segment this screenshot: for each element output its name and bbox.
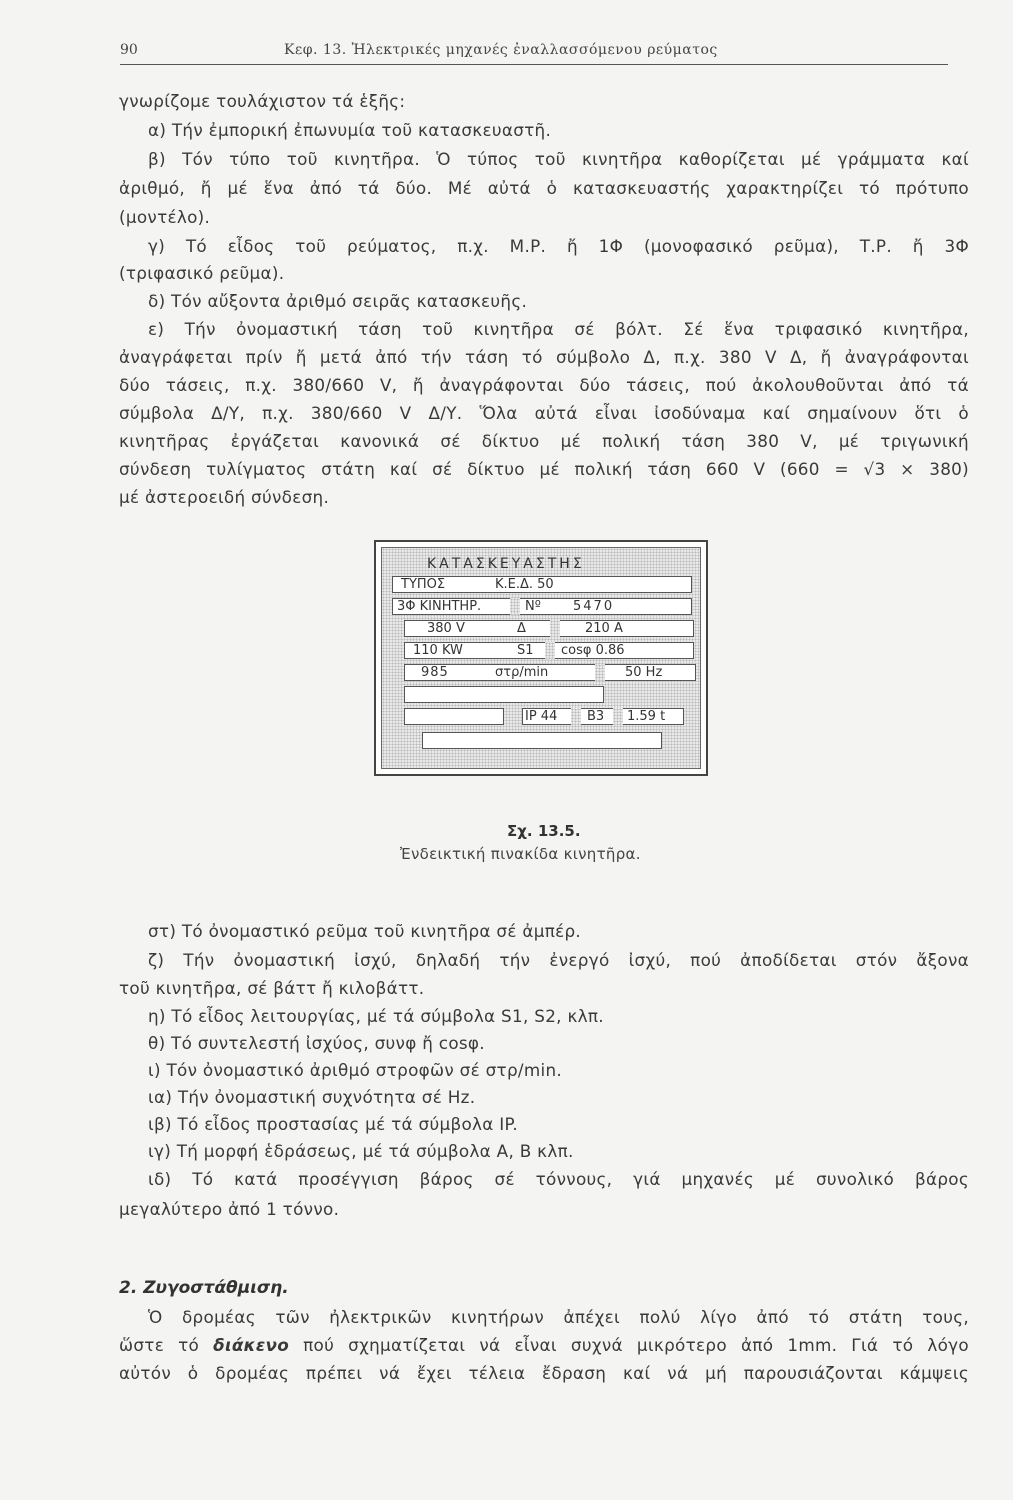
plate-cosphi: cosφ 0.86 [561,643,625,658]
list-item: ιβ) Τό εἶδος προστασίας μέ τά σύμβολα IP. [148,1114,518,1134]
plate-type-value: Κ.Ε.Δ. 50 [495,577,554,592]
plate-row-blank-left [404,708,504,725]
plate-row-protection [522,708,684,725]
list-item: η) Τό εἶδος λειτουργίας, μέ τά σύμβολα S1, S2, κλπ. [148,1006,604,1026]
list-item: ια) Τήν ὀνομαστική συχνότητα σέ Hz. [148,1087,476,1107]
plate-row-manufacturer [396,556,666,573]
section-heading: 2. Ζυγοστάθμιση. [119,1278,289,1298]
plate-mounting: B3 [587,709,605,724]
paragraph-line: σύμβολα Δ/Υ, π.χ. 380/660 V Δ/Υ. Ὅλα αὐτά εἶναι ἰσοδύναμα καί σημαίνουν ὅτι ὁ [119,403,969,423]
plate-connection: Δ [517,621,526,636]
running-title: Κεφ. 13. Ἠλεκτρικές μηχανές ἐναλλασσόμενου ρεύματος [284,42,718,58]
text-run: πού σχηματίζεται νά εἶναι συχνά μικρότερο ἀπό 1mm. Γιά τό λόγο [289,1335,969,1355]
plate-row-power [404,642,694,659]
paragraph-line: δύο τάσεις, π.χ. 380/660 V, ἤ ἀναγράφονται δύο τάσεις, πού ἀκολουθοῦνται ἀπό τά [119,375,969,395]
plate-row-type [392,576,692,593]
paragraph-line: (μοντέλο). [119,207,211,227]
list-item: στ) Τό ὀνομαστικό ρεῦμα τοῦ κινητῆρα σέ ἀμπέρ. [148,921,582,941]
paragraph-line: (τριφασικό ρεῦμα). [119,263,285,283]
list-item: ζ) Τήν ὀνομαστική ἰσχύ, δηλαδή τήν ἐνεργό ἰσχύ, πού ἀποδίδεται στόν ἄξονα [148,950,969,970]
plate-row-voltage [404,620,694,637]
paragraph-line [119,1331,969,1360]
paragraph-line: γνωρίζομε τουλάχιστον τά ἑξῆς: [119,91,406,111]
list-item: ι) Τόν ὀνομαστικό ἀριθμό στροφῶν σέ στρ/min. [148,1060,563,1080]
plate-duty: S1 [517,643,534,658]
plate-number-value: 5470 [573,599,615,614]
paragraph-line: κινητῆρας ἐργάζεται κανονικά σέ δίκτυο μέ πολική τάση 380 V, μέ τριγωνική [119,431,969,451]
plate-protection: IP 44 [525,709,558,724]
paragraph-line: τοῦ κινητῆρα, σέ βάττ ἤ κιλοβάττ. [119,978,425,998]
plate-row-motor [392,598,692,615]
emphasized-term: διάκενο [213,1335,290,1355]
paragraph-line: σύνδεση τυλίγματος στάτη καί σέ δίκτυο μέ πολική τάση 660 V (660 = √3 × 380) [119,459,969,479]
plate-type-label: ΤΥΠΟΣ [401,577,446,592]
paragraph-line: αὐτόν ὁ δρομέας πρέπει νά ἔχει τέλεια ἔδραση καί νά μή παρουσιάζονται κάμψεις [119,1363,969,1383]
paragraph-line: ἀριθμό, ἤ μέ ἕνα ἀπό τά δύο. Μέ αὐτά ὁ κατασκευαστής χαρακτηρίζει τό πρότυπο [119,178,969,198]
paragraph-line: Ὁ δρομέας τῶν ἠλεκτρικῶν κινητήρων ἀπέχει πολύ λίγο ἀπό τό στάτη τους, [148,1307,969,1327]
plate-current: 210 A [585,621,623,636]
plate-weight: 1.59 t [627,709,666,724]
plate-motor-label: 3Φ ΚΙΝΗΤΗΡ. [397,599,482,614]
plate-number-label: Nº [525,599,541,614]
plate-row-empty [404,686,604,703]
paragraph-line: μεγαλύτερο ἀπό 1 τόννο. [119,1199,340,1219]
motor-rating-plate [374,540,708,776]
plate-manufacturer: ΚΑΤΑΣΚΕΥΑΣΤΗΣ [427,556,585,572]
list-item: ιδ) Τό κατά προσέγγιση βάρος σέ τόννους, γιά μηχανές μέ συνολικό βάρος [148,1169,969,1189]
plate-speed: 985 [421,665,449,680]
list-item: δ) Τόν αὔξοντα ἀριθμό σειρᾶς κατασκευῆς. [148,291,528,311]
page-header [120,40,948,65]
list-item: ε) Τήν ὀνομαστική τάση τοῦ κινητῆρα σέ βόλτ. Σέ ἕνα τριφασικό κινητῆρα, [148,319,969,339]
list-item: θ) Τό συντελεστή ἰσχύος, συνφ ἤ cosφ. [148,1033,485,1053]
list-item: α) Τήν ἐμπορική ἐπωνυμία τοῦ κατασκευαστῆ. [148,120,552,140]
plate-voltage: 380 V [427,621,465,636]
paragraph-line: ἀναγράφεται πρίν ἤ μετά ἀπό τήν τάση τό σύμβολο Δ, π.χ. 380 V Δ, ἤ ἀναγράφονται [119,347,969,367]
page-number: 90 [120,42,138,58]
paragraph-line: μέ ἀστεροειδή σύνδεση. [119,487,330,507]
list-item: β) Τόν τύπο τοῦ κινητῆρα. Ὁ τύπος τοῦ κινητῆρα καθορίζεται μέ γράμματα καί [148,149,969,169]
plate-speed-unit: στρ/min [495,665,549,680]
plate-frequency: 50 Hz [625,665,663,680]
figure-number: Σχ. 13.5. [507,822,581,840]
text-run: ὥστε τό [119,1335,214,1355]
plate-row-empty [422,732,662,749]
plate-row-speed [404,664,696,681]
plate-background [381,547,701,769]
list-item: ιγ) Τή μορφή ἑδράσεως, μέ τά σύμβολα Α, Β κλπ. [148,1141,574,1161]
list-item: γ) Τό εἶδος τοῦ ρεύματος, π.χ. Μ.Ρ. ἤ 1Φ (μονοφασικό ρεῦμα), Τ.Ρ. ἤ 3Φ [148,236,969,256]
figure-caption: Ἐνδεικτική πινακίδα κινητῆρα. [400,845,641,863]
plate-power: 110 KW [413,643,463,658]
